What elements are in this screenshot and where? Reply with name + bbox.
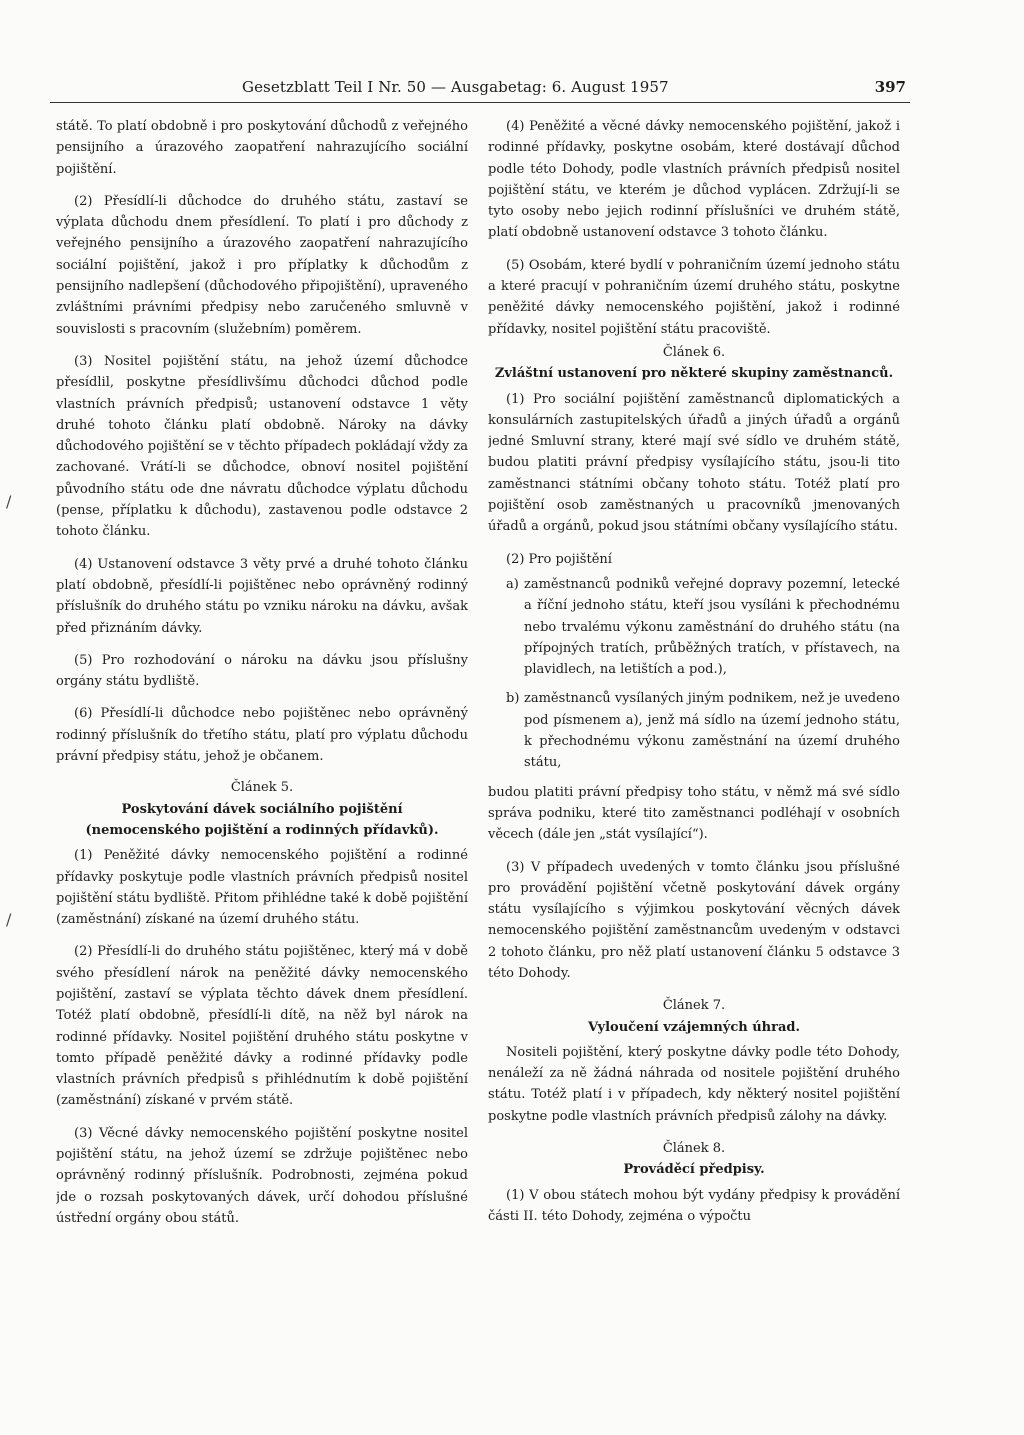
list-item bbox=[488, 688, 900, 773]
item-text: zaměstnanců vysílaných jiným podnikem, než je uvedeno pod písmenem a), jenž má sídlo na území jednoho státu, k přechodnému výkonu zaměstnání na území druhého státu, bbox=[524, 691, 900, 771]
margin-mark: / bbox=[6, 910, 12, 929]
item-letter: a) bbox=[506, 576, 519, 592]
article-number: Článek 7. bbox=[662, 998, 726, 1014]
paragraph: (2) Přesídlí-li důchodce do druhého státu, zastaví se výplata důchodu dnem přesídlení. To platí i pro důchody z veřejného pensijního a úrazového zaopatření nahrazujícího sociální pojištění, jakož i pro příplatky k důchodům z pensijního nadlepšení (důchodového připojištění), upraveného zvláštními právními předpisy nebo zaručeného smluvně v souvislosti s pracovním (služebním) poměrem. bbox=[56, 193, 468, 337]
paragraph: (5) Pro rozhodování o nároku na dávku jsou příslušny orgány státu bydliště. bbox=[56, 652, 468, 690]
article-title: Vyloučení vzájemných úhrad. bbox=[587, 1019, 801, 1035]
paragraph: (2) Přesídlí-li do druhého státu pojištěnec, který má v době svého přesídlení nárok na peněžité dávky nemocenského pojištění, zastaví se výplata těchto dávek dnem přesídlení. Totéž platí obdobně, přesídlí-li dítě, na něž byl nárok na rodinné přídavky. Nositel pojištění druhého státu poskytne v tomto případě peněžité dávky a rodinné přídavky podle vlastních právních předpisů s přihlédnutím k době pojištění (zaměstnání) získané v prvém státě. bbox=[56, 944, 468, 1109]
paragraph: budou platiti právní předpisy toho státu, v němž má své sídlo správa podniku, které tito zaměstnanci podléhají v osobních věcech (dále jen „stát vysílající“). bbox=[488, 784, 900, 843]
item-list bbox=[488, 574, 900, 774]
article-title: Prováděcí předpisy. bbox=[623, 1162, 765, 1178]
paragraph: státě. To platí obdobně i pro poskytování důchodů z veřejného pensijního a úrazového zaopatření nahrazujícího sociální pojištění. bbox=[56, 119, 468, 177]
article-title: Zvláštní ustanovení pro některé skupiny zaměstnanců. bbox=[494, 366, 894, 382]
margin-mark: / bbox=[6, 492, 12, 511]
article-title: (nemocenského pojištění a rodinných přídavků). bbox=[85, 822, 439, 838]
paragraph: Nositeli pojištění, který poskytne dávky podle této Dohody, nenáleží za ně žádná náhrada od nositele pojištění druhého státu. Totéž platí i v případech, kdy některý nositel pojištění poskytne podle vlastních právních předpisů zálohy na dávky. bbox=[488, 1044, 900, 1124]
paragraph: (1) V obou státech mohou být vydány předpisy k provádění části II. této Dohody, zejména o výpočtu bbox=[488, 1187, 900, 1224]
paragraph: (4) Ustanovení odstavce 3 věty prvé a druhé tohoto článku platí obdobně, přesídlí-li pojištěnec nebo oprávněný rodinný příslušník do druhého státu po vzniku nároku na dávku, avšak před přiznáním dávky. bbox=[56, 556, 468, 636]
article-number: Článek 6. bbox=[662, 344, 726, 360]
paragraph: (1) Peněžité dávky nemocenského pojištění a rodinné přídavky poskytuje podle vlastních právních předpisů nositel pojištění státu bydliště. Přitom přihlédne také k době pojištění (zaměstnání) získané na území druhého státu. bbox=[56, 848, 468, 928]
item-text: zaměstnanců podniků veřejné dopravy pozemní, letecké a říční jednoho státu, kteří jsou vysíláni k přechodnému nebo trvalému výkonu zaměstnání do druhého státu (na přípojných tratích, průběžných tratích, v přístavech, na plavidlech, na letištích a pod.), bbox=[524, 576, 900, 678]
paragraph: (5) Osobám, které bydlí v pohraničním území jednoho státu a které pracují v pohraničním území druhého státu, poskytne peněžité dávky nemocenského pojištění, jakož i rodinné přídavky, nositel pojištění státu pracoviště. bbox=[488, 257, 900, 337]
article-number: Článek 5. bbox=[230, 780, 294, 796]
page-number: 397 bbox=[874, 78, 906, 96]
article-number: Článek 8. bbox=[662, 1141, 726, 1157]
paragraph: (3) Věcné dávky nemocenského pojištění poskytne nositel pojištění státu, na jehož území se zdržuje pojištěnec nebo oprávněný rodinný příslušník. Podrobnosti, zejména pokud jde o rozsah poskytovaných dávek, určí dohodou příslušné ústřední orgány obou států. bbox=[56, 1125, 468, 1226]
paragraph: (3) V případech uvedených v tomto článku jsou příslušné pro provádění pojištění včetně poskytování dávek orgány státu vysílajícího s výjimkou poskytování věcných dávek nemocenského pojištění zaměstnancům uvedeným v odstavci 2 tohoto článku, pro něž platí ustanovení článku 5 odstavce 3 této Dohody. bbox=[488, 859, 900, 981]
paragraph: (1) Pro sociální pojištění zaměstnanců diplomatických a konsulárních zastupitelských úřadů a jiných úřadů a orgánů jedné Smluvní strany, které mají své sídlo ve druhém státě, budou platiti právní předpisy vysílajícího státu, jsou-li tito zaměstnanci státními občany tohoto státu. Totéž platí pro pojištění osob zaměstnaných u pracovníků jmenovaných úřadů a orgánů, pokud jsou státními občany vysílajícího státu. bbox=[488, 391, 900, 535]
right-column bbox=[488, 116, 900, 1306]
page-header bbox=[50, 78, 910, 103]
header-title: Gesetzblatt Teil I Nr. 50 — Ausgabetag: 6. August 1957 bbox=[242, 78, 669, 96]
list-item bbox=[488, 574, 900, 680]
item-letter: b) bbox=[506, 691, 520, 707]
paragraph: (3) Nositel pojištění státu, na jehož území důchodce přesídlil, poskytne přesídlivšímu důchodci důchod podle vlastních právních předpisů; ustanovení odstavce 1 věty druhé tohoto článku platí obdobně. Nároky na dávky důchodového pojištění se v těchto případech pokládají vždy za zachované. Vrátí-li se důchodce, obnoví nositel pojištění původního státu ode dne návratu důchodce výplatu důchodu (pense, příplatku k důchodu), zastavenou podle odstavce 2 tohoto článku. bbox=[56, 353, 468, 540]
paragraph: (4) Peněžité a věcné dávky nemocenského pojištění, jakož i rodinné přídavky, poskytne osobám, které dostávají důchod podle této Dohody, podle vlastních právních předpisů nositel pojištění státu, ve kterém je důchod vyplácen. Zdržují-li se tyto osoby nebo jejich rodinní příslušníci ve druhém státě, platí obdobně ustanovení odstavce 3 tohoto článku. bbox=[488, 119, 900, 241]
paragraph: (6) Přesídlí-li důchodce nebo pojištěnec nebo oprávněný rodinný příslušník do třetího státu, platí pro výplatu důchodu právní předpisy státu, jehož je občanem. bbox=[56, 706, 468, 765]
paragraph: (2) Pro pojištění bbox=[506, 551, 612, 567]
article-title: Poskytování dávek sociálního pojištění bbox=[121, 801, 403, 817]
left-column bbox=[56, 116, 468, 1306]
